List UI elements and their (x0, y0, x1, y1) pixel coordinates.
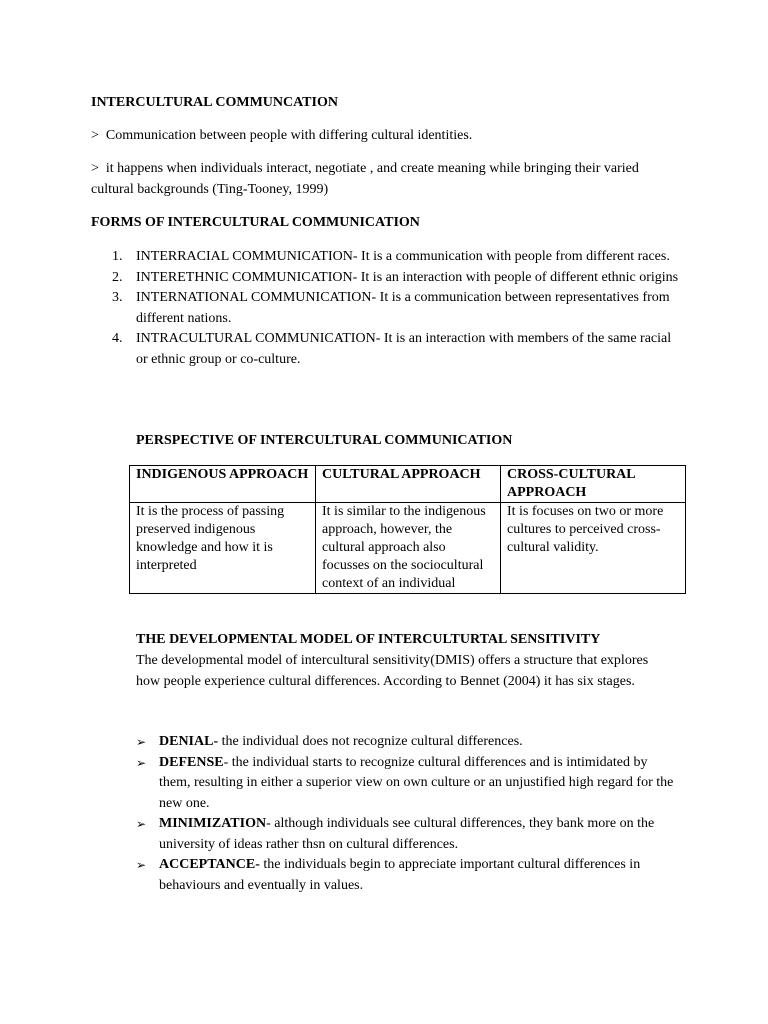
list-item (91, 247, 681, 268)
stage-term: DEFENSE (159, 754, 224, 770)
stage-term: ACCEPTANCE- (159, 857, 260, 872)
stage-text: - the individual starts to recognize cultural differences and is intimidated by them, resulting in either a superior view on own culture or an unjustified high regard for the new one. (159, 754, 674, 811)
bullet-marker: > (91, 128, 99, 143)
dmis-intro: The developmental model of intercultural sensitivity(DMIS) offers a structure that explores how people experience cultural differences. According to Bennet (2004) it has six stages. (136, 653, 649, 689)
bullet-text: Communication between people with differing cultural identities. (105, 128, 473, 143)
list-item (136, 753, 681, 815)
table-header-cell: INDIGENOUS APPROACH (130, 466, 316, 503)
list-item-text: INTERRACIAL COMMUNICATION- It is a communication with people from different races. (136, 249, 670, 264)
table-header-cell: CULTURAL APPROACH (316, 466, 501, 503)
list-number: 3. (112, 290, 123, 305)
list-item (136, 732, 681, 753)
list-item (91, 288, 681, 329)
table-header-cell: CROSS-CULTURAL APPROACH (501, 466, 686, 503)
list-item (136, 855, 681, 896)
dmis-heading: THE DEVELOPMENTAL MODEL OF INTERCULTURTAL SENSITIVITY (136, 632, 601, 647)
forms-heading: FORMS OF INTERCULTURAL COMMUNICATION (91, 215, 420, 230)
bullet-marker: > (91, 161, 99, 176)
perspective-table (129, 465, 686, 594)
list-item-text: INTRACULTURAL COMMUNICATION- It is an interaction with members of the same racial or ethnic group or co-culture. (136, 331, 672, 367)
bullet-paragraph-2 (91, 159, 671, 200)
arrow-bullet-icon: ➢ (136, 755, 147, 770)
stage-text: - although individuals see cultural differences, they bank more on the university of ideas rather thsn on cultural differences. (159, 816, 655, 852)
perspective-heading: PERSPECTIVE OF INTERCULTURAL COMMUNICATION (136, 433, 513, 448)
forms-list (91, 247, 681, 370)
arrow-bullet-icon: ➢ (136, 817, 147, 831)
bullet-text: it happens when individuals interact, negotiate , and create meaning while bringing their varied cultural backgrounds (Ting-Tooney, 1999) (91, 161, 639, 197)
list-item (136, 814, 681, 855)
list-item-text: INTERETHNIC COMMUNICATION- It is an interaction with people of different ethnic origins (136, 269, 679, 285)
list-number: 1. (112, 249, 123, 264)
stage-term: DENIAL- (159, 734, 219, 749)
list-number: 4. (112, 331, 123, 346)
document-title: INTERCULTURAL COMMUNCATION (91, 95, 338, 110)
table-row (130, 503, 686, 594)
arrow-bullet-icon: ➢ (136, 858, 147, 872)
table-cell: It is the process of passing preserved indigenous knowledge and how it is interpreted (130, 503, 316, 594)
list-number: 2. (112, 269, 123, 285)
list-item-text: INTERNATIONAL COMMUNICATION- It is a communication between representatives from different nations. (136, 290, 670, 326)
stage-text: the individual does not recognize cultural differences. (218, 734, 523, 749)
table-header-row (130, 466, 686, 503)
list-item (91, 329, 681, 370)
table-cell: It is focuses on two or more cultures to perceived cross-cultural validity. (501, 503, 686, 594)
bullet-paragraph-1 (91, 126, 681, 147)
list-item (91, 268, 681, 289)
stage-term: MINIMIZATION (159, 816, 267, 831)
arrow-bullet-icon: ➢ (136, 735, 147, 749)
stages-list (136, 732, 681, 896)
stage-text: the individuals begin to appreciate important cultural differences in behaviours and eventually in values. (159, 857, 641, 893)
table-cell: It is similar to the indigenous approach, however, the cultural approach also focusses on the sociocultural context of an individual (316, 503, 501, 594)
